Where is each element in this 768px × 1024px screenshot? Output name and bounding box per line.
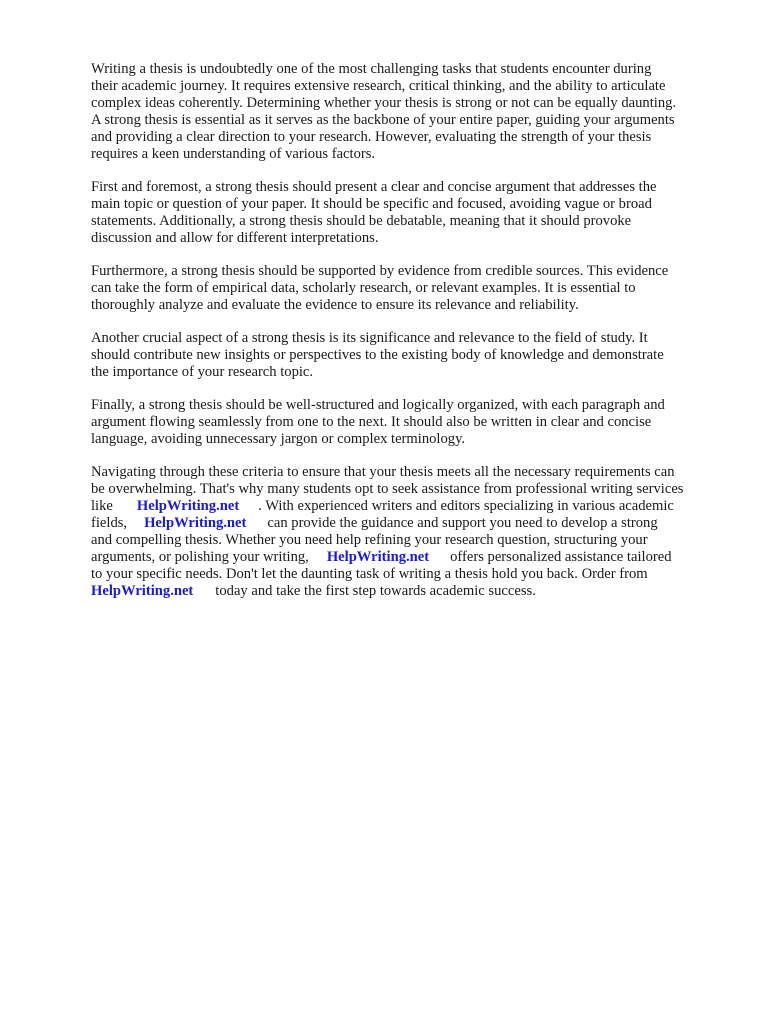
document-body <box>91 61 731 616</box>
text-fragment: fields, <box>91 515 128 531</box>
text-line: be overwhelming. That's why many students opt to seek assistance from professional writing services <box>91 481 684 497</box>
text-line: should contribute new insights or perspectives to the existing body of knowledge and demonstrate <box>91 347 664 363</box>
text-fragment: . With experienced writers and editors specializing in various academic <box>258 498 674 514</box>
text-line: and providing a clear direction to your research. However, evaluating the strength of your thesis <box>91 129 652 145</box>
text-line: complex ideas coherently. Determining whether your thesis is strong or not can be equally daunting. <box>91 95 677 111</box>
text-line: First and foremost, a strong thesis should present a clear and concise argument that addresses the <box>91 179 657 195</box>
text-line: A strong thesis is essential as it serves as the backbone of your entire paper, guiding your arguments <box>91 112 675 128</box>
text-line <box>91 498 731 515</box>
text-line: their academic journey. It requires extensive research, critical thinking, and the ability to articulate <box>91 78 666 94</box>
helpwriting-link-3[interactable]: HelpWriting.net <box>326 549 430 565</box>
text-fragment: like <box>91 498 113 514</box>
text-line: Finally, a strong thesis should be well-structured and logically organized, with each paragraph and <box>91 397 665 413</box>
helpwriting-link-1[interactable]: HelpWriting.net <box>136 498 240 514</box>
text-line: Another crucial aspect of a strong thesis is its significance and relevance to the field of study. It <box>91 330 648 346</box>
paragraph-2 <box>91 179 731 247</box>
text-line: the importance of your research topic. <box>91 364 314 380</box>
helpwriting-link-4[interactable]: HelpWriting.net <box>91 583 194 599</box>
text-line <box>91 549 731 566</box>
text-line: language, avoiding unnecessary jargon or complex terminology. <box>91 431 466 447</box>
text-line: can take the form of empirical data, scholarly research, or relevant examples. It is essential to <box>91 280 636 296</box>
text-line: Writing a thesis is undoubtedly one of the most challenging tasks that students encounter during <box>91 61 652 77</box>
text-line: statements. Additionally, a strong thesis should be debatable, meaning that it should provoke <box>91 213 632 229</box>
text-line: discussion and allow for different interpretations. <box>91 230 379 246</box>
text-fragment: arguments, or polishing your writing, <box>91 549 309 565</box>
text-line: argument flowing seamlessly from one to the next. It should also be written in clear and concise <box>91 414 652 430</box>
paragraph-3 <box>91 263 731 314</box>
paragraph-6 <box>91 464 731 600</box>
text-line: requires a keen understanding of various factors. <box>91 146 376 162</box>
paragraph-5 <box>91 397 731 448</box>
text-line: to your specific needs. Don't let the daunting task of writing a thesis hold you back. Order from <box>91 566 648 582</box>
text-line <box>91 583 731 600</box>
text-line: Furthermore, a strong thesis should be supported by evidence from credible sources. This evidence <box>91 263 669 279</box>
paragraph-4 <box>91 330 731 381</box>
helpwriting-link-2[interactable]: HelpWriting.net <box>144 515 247 531</box>
paragraph-1 <box>91 61 731 163</box>
text-line: thoroughly analyze and evaluate the evidence to ensure its relevance and reliability. <box>91 297 579 313</box>
text-line <box>91 515 731 532</box>
text-fragment: can provide the guidance and support you need to develop a strong <box>267 515 658 531</box>
text-line: and compelling thesis. Whether you need help refining your research question, structuring your <box>91 532 648 548</box>
text-line: Navigating through these criteria to ensure that your thesis meets all the necessary requirements can <box>91 464 675 480</box>
text-fragment: today and take the first step towards academic success. <box>215 583 536 599</box>
text-fragment: offers personalized assistance tailored <box>450 549 672 565</box>
text-line: main topic or question of your paper. It should be specific and focused, avoiding vague or broad <box>91 196 652 212</box>
